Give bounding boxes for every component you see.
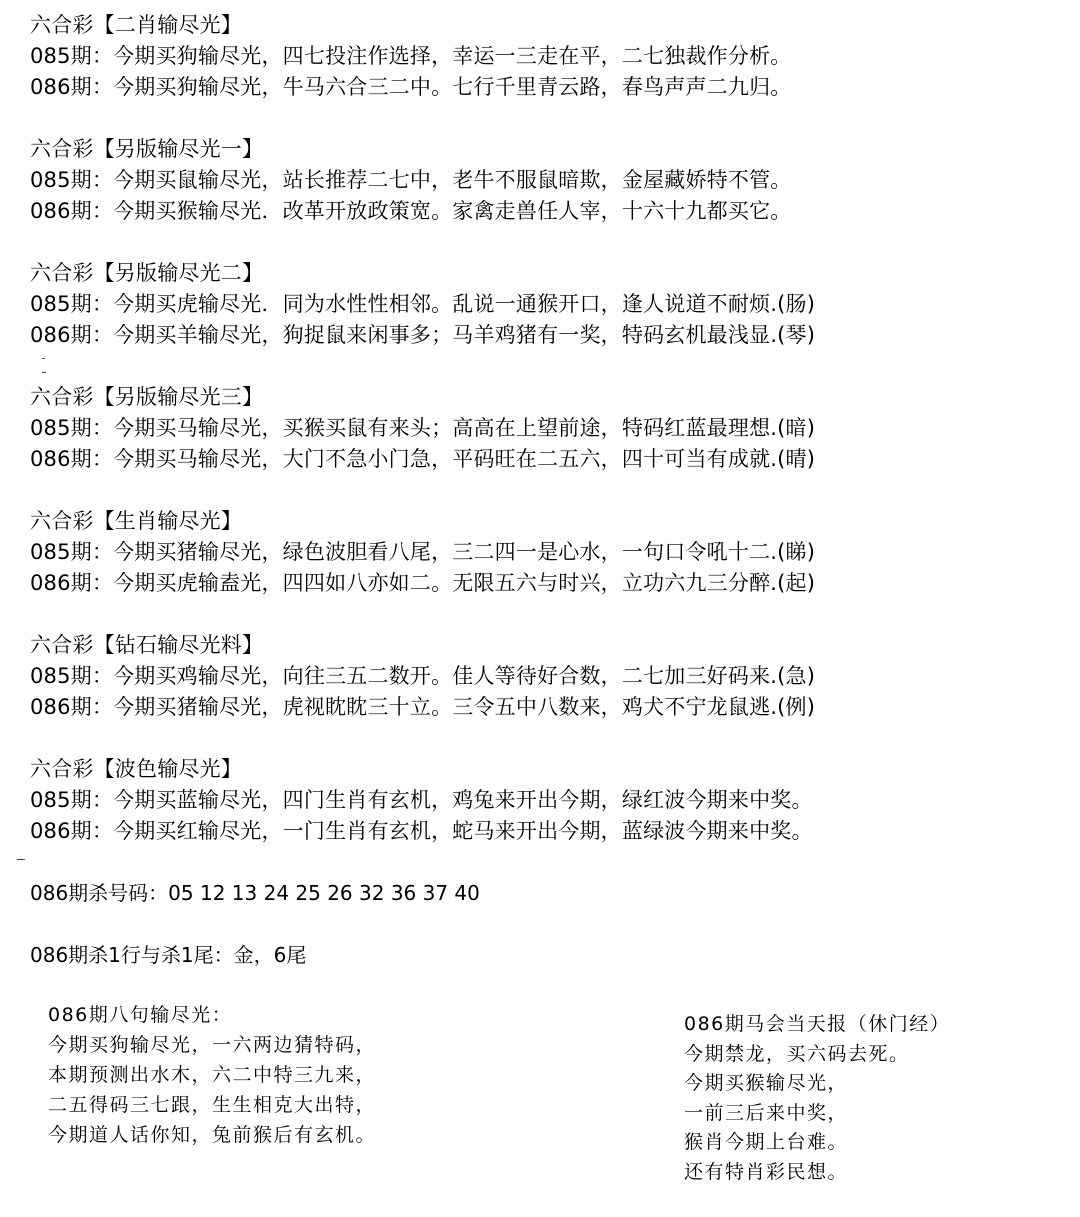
period-line: 086期：今期买马输尽光，大门不急小门急，平码旺在二五六，四十可当有成就.(晴) [30,447,816,471]
stray-mark [42,372,46,373]
section-title: 六合彩【二肖输尽光】 [30,13,242,37]
period-line: 085期：今期买马输尽光，买猴买鼠有来头；高高在上望前途，特码红蓝最理想.(暗) [30,416,816,440]
kill-numbers: 086期杀号码：05 12 13 24 25 26 32 36 37 40 [30,881,480,905]
poem-line: 今期买狗输尽光，一六两边猜特码， [48,1034,377,1056]
period-line: 085期：今期买狗输尽光，四七投注作选择，幸运一三走在平，二七独裁作分析。 [30,44,792,68]
jockey-club-report [684,1010,1074,1187]
section-title: 六合彩【另版输尽光二】 [30,261,264,285]
section-alt-3 [30,382,1070,475]
period-line: 086期：今期买红输尽光，一门生肖有玄机，蛇马来开出今期，蓝绿波今期来中奖。 [30,819,813,843]
period-line: 085期：今期买蓝输尽光，四门生肖有玄机，鸡兔来开出今期，绿红波今期来中奖。 [30,788,813,812]
section-title: 六合彩【另版输尽光三】 [30,385,264,409]
report-line: 还有特肖彩民想。 [684,1160,849,1183]
period-line: 085期：今期买鸡输尽光，向往三五二数开。佳人等待好合数，二七加三好码来.(急) [30,664,816,688]
period-line: 085期：今期买虎输尽光．同为水性性相邻。乱说一通猴开口，逢人说道不耐烦.(肠) [30,292,816,316]
poem-line: 二五得码三七跟，生生相克大出特， [48,1094,377,1116]
stray-mark [17,859,25,860]
report-line: 今期买猴输尽光， [684,1072,849,1094]
report-line: 今期禁龙，买六码去死。 [684,1042,910,1065]
kill-element-tail: 086期杀1行与杀1尾：金，6尾 [30,943,307,967]
poem-line: 今期道人话你知，兔前猴后有玄机。 [48,1124,377,1146]
report-line: 猴肖今期上台难。 [684,1131,849,1153]
section-diamond [30,630,1070,723]
period-line: 085期：今期买鼠输尽光，站长推荐二七中，老牛不服鼠暗欺，金屋藏娇特不管。 [30,168,792,192]
report-line: 一前三后来中奖， [684,1101,849,1124]
period-line: 085期：今期买猪输尽光，绿色波胆看八尾，三二四一是心水，一句口令吼十二.(睇) [30,540,816,564]
section-wave-color [30,754,1070,847]
section-title: 六合彩【另版输尽光一】 [30,137,264,161]
eight-line-poem [48,1000,608,1150]
period-line: 086期：今期买猪输尽光，虎视眈眈三十立。三令五中八数来，鸡犬不宁龙鼠逃.(例) [30,695,816,719]
period-line: 086期：今期买猴输尽光．改革开放政策宽。家禽走兽任人宰，十六十九都买它。 [30,199,792,223]
section-alt-2 [30,258,1070,351]
period-line: 086期：今期买狗输尽光，牛马六合三二中。七行千里青云路，春鸟声声二九归。 [30,75,792,99]
section-title: 六合彩【波色输尽光】 [30,757,242,781]
report-heading: 086期马会当天报（休门经） [684,1013,951,1035]
section-alt-1 [30,134,1070,227]
poem-heading: 086期八句输尽光： [48,1004,233,1026]
period-line: 086期：今期买虎输盍光，四四如八亦如二。无限五六与时兴，立功六九三分醉.(起) [30,571,816,595]
section-title: 六合彩【钻石输尽光料】 [30,633,264,657]
section-er-xiao [30,10,1070,103]
section-title: 六合彩【生肖输尽光】 [30,509,242,533]
stray-mark [42,358,45,359]
period-line: 086期：今期买羊输尽光，狗捉鼠来闲事多；马羊鸡猪有一奖，特码玄机最浅显.(琴) [30,323,816,347]
section-zodiac [30,506,1070,599]
poem-line: 本期预测出水木，六二中特三九来， [48,1064,377,1086]
